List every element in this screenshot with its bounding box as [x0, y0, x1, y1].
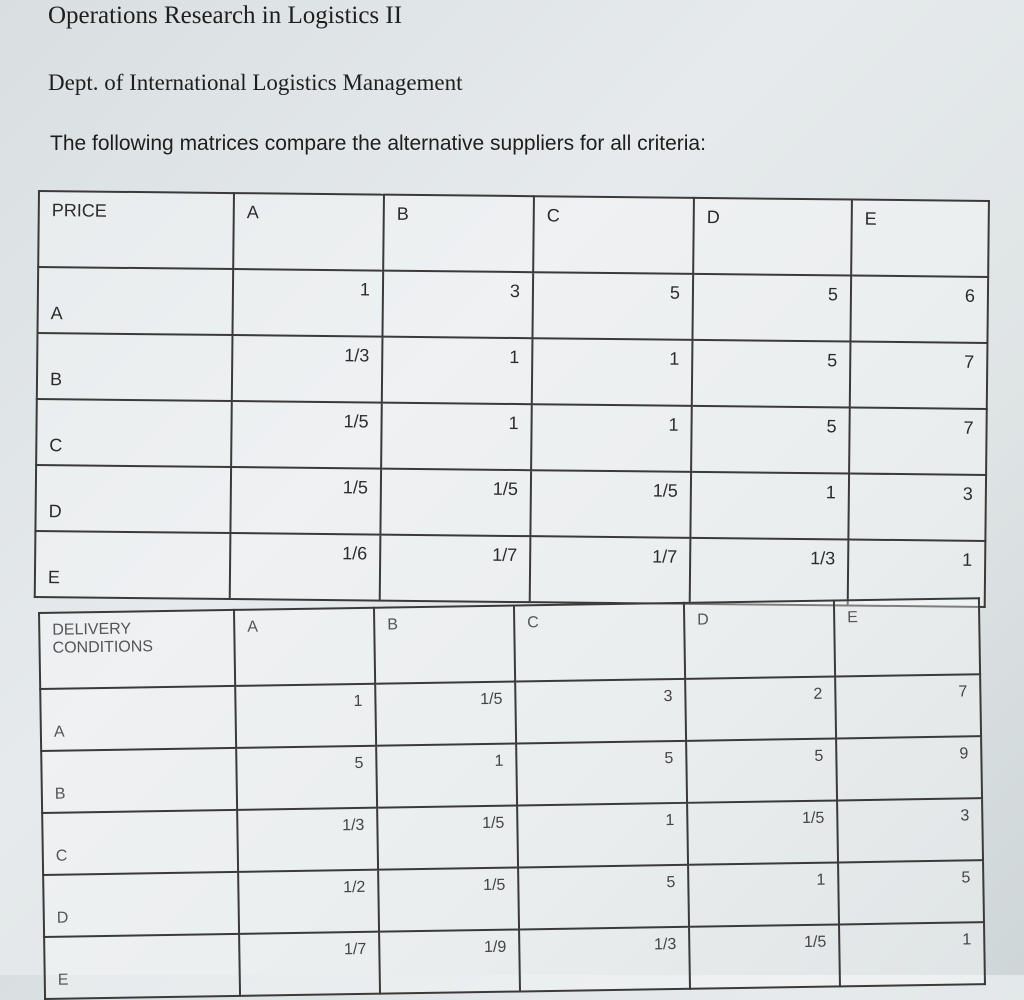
column-header: D [693, 198, 852, 276]
table-cell: 1 [848, 540, 986, 607]
table-cell: 1 [531, 404, 692, 472]
row-label: C [42, 810, 238, 875]
row-label: E [35, 531, 231, 599]
row-label: B [37, 333, 233, 401]
row-label: A [38, 267, 234, 335]
table-cell: 1/5 [230, 467, 381, 535]
table-cell: 1/5 [530, 470, 691, 538]
table-cell: 1 [376, 744, 517, 808]
table-cell: 1/3 [519, 927, 690, 992]
table-cell: 1/5 [687, 800, 838, 864]
table-cell: 1/3 [237, 808, 378, 872]
column-header: B [374, 606, 515, 684]
table-cell: 5 [532, 272, 693, 340]
table-cell: 1/2 [238, 870, 379, 934]
table-cell: 1/5 [380, 469, 531, 537]
table-cell: 7 [835, 674, 981, 738]
table-cell: 5 [516, 741, 687, 806]
table-cell: 1/5 [375, 682, 516, 746]
table-cell: 1/3 [690, 538, 849, 606]
column-header: E [834, 598, 980, 676]
table-cell: 7 [849, 408, 987, 475]
table-cell: 5 [692, 340, 851, 408]
table-cell: 1/6 [230, 533, 381, 601]
table-cell: 3 [837, 798, 983, 862]
table-header-row [39, 598, 980, 689]
table-row [38, 267, 989, 343]
intro-text: The following matrices compare the alternative suppliers for all criteria: [50, 132, 706, 155]
table-cell: 1/5 [231, 401, 382, 469]
table-row [37, 333, 988, 409]
column-header: B [383, 195, 534, 273]
table-cell: 5 [692, 274, 851, 342]
matrix-label: PRICE [38, 191, 234, 269]
table-cell: 7 [850, 342, 988, 409]
table-cell: 1 [235, 684, 376, 748]
table-cell: 1/7 [530, 536, 691, 604]
matrix-label-line-1: DELIVERY [52, 620, 132, 639]
table-cell: 5 [691, 406, 850, 474]
table-cell: 1 [690, 472, 849, 540]
column-header: C [514, 603, 685, 682]
table-cell: 5 [236, 746, 377, 810]
table-cell: 5 [686, 738, 837, 802]
table-cell: 3 [382, 271, 533, 339]
table-row [35, 465, 986, 541]
table-cell: 3 [515, 679, 686, 744]
row-label: A [40, 686, 236, 751]
row-label: E [44, 934, 240, 999]
table-cell: 9 [836, 736, 982, 800]
table-cell: 1 [517, 803, 688, 868]
table-cell: 1 [381, 403, 532, 471]
table-cell: 1/5 [689, 924, 840, 988]
column-header: C [533, 196, 694, 274]
row-label: D [35, 465, 231, 533]
table-cell: 1/5 [377, 805, 518, 869]
table-cell: 1/5 [378, 867, 519, 931]
column-header: A [234, 608, 375, 686]
table-cell: 1 [382, 337, 533, 405]
matrix-label [39, 610, 235, 689]
matrix-label-line-2: CONDITIONS [52, 638, 154, 657]
table-row [35, 531, 986, 607]
table-cell: 1 [532, 338, 693, 406]
table-cell: 1 [688, 862, 839, 926]
price-matrix-table [34, 190, 990, 608]
table-cell: 5 [518, 865, 689, 930]
row-label: B [41, 748, 237, 813]
department-name: Dept. of International Logistics Management [48, 70, 463, 95]
delivery-conditions-matrix-table [38, 597, 986, 1000]
column-header: D [684, 600, 835, 678]
table-cell: 1/7 [380, 535, 531, 603]
table-row [36, 399, 987, 475]
table-cell: 1/3 [232, 335, 383, 403]
row-label: D [43, 872, 239, 937]
table-cell: 3 [848, 474, 986, 541]
table-cell: 1 [232, 269, 383, 337]
table-cell: 2 [685, 676, 836, 740]
table-cell: 1/7 [239, 932, 380, 996]
table-cell: 1 [839, 922, 985, 986]
column-header: A [233, 193, 384, 271]
table-header-row [38, 191, 989, 277]
row-label: C [36, 399, 232, 467]
column-header: E [851, 200, 989, 277]
document-title: Operations Research in Logistics II [48, 2, 403, 29]
table-cell: 1/9 [379, 929, 520, 993]
table-cell: 6 [850, 276, 988, 343]
table-cell: 5 [838, 860, 984, 924]
